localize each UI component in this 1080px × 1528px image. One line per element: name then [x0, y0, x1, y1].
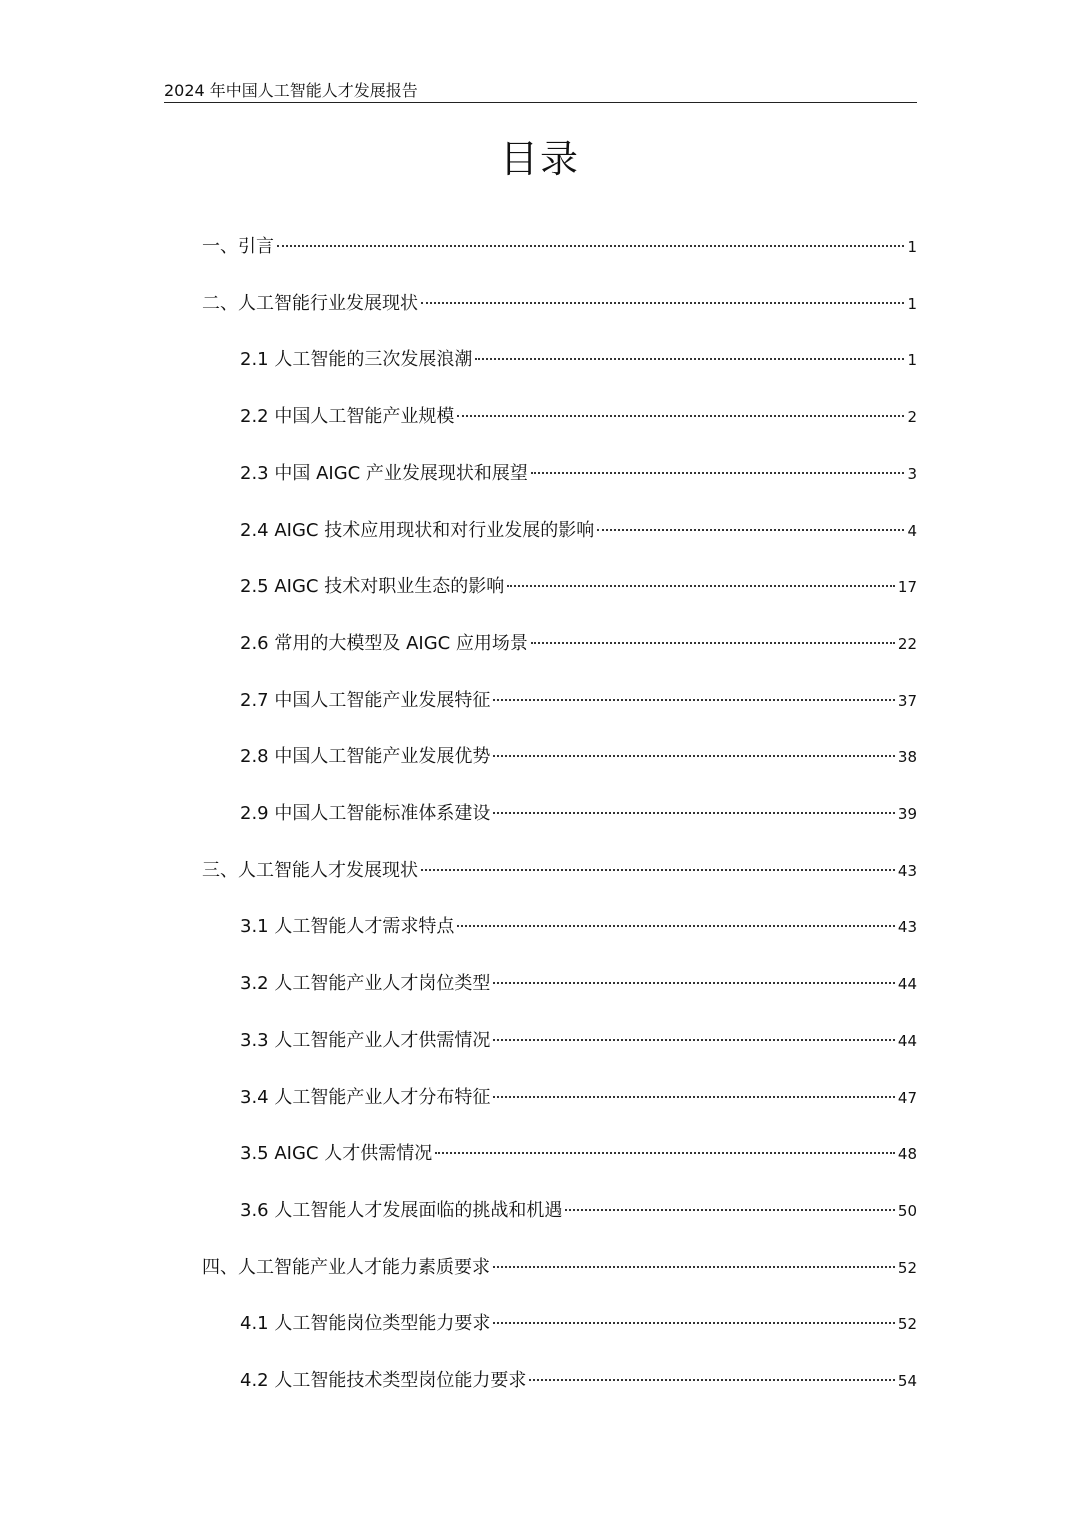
toc-entry[interactable]: [240, 573, 917, 601]
toc-entry[interactable]: [240, 800, 917, 828]
toc-entry-title: 2.8 中国人工智能产业发展优势: [240, 746, 491, 767]
toc-entry-page-number: 44: [897, 975, 917, 993]
toc-entry-page-number: 44: [897, 1032, 917, 1050]
toc-entry-title: 3.2 人工智能产业人才岗位类型: [240, 973, 491, 994]
toc-entry-title: 3.5 AIGC 人才供需情况: [240, 1143, 433, 1164]
toc-dot-leader: [493, 1096, 895, 1098]
toc-entry-title: 四、人工智能产业人才能力素质要求: [202, 1257, 490, 1278]
toc-dot-leader: [475, 358, 904, 360]
toc-entry-title: 2.5 AIGC 技术对职业生态的影响: [240, 576, 505, 597]
toc-entry[interactable]: [240, 913, 917, 941]
toc-entry-page-number: 3: [907, 465, 917, 483]
toc-entry-page-number: 47: [897, 1089, 917, 1107]
toc-entry-page-number: 1: [907, 351, 917, 369]
toc-entry-title: 2.4 AIGC 技术应用现状和对行业发展的影响: [240, 520, 595, 541]
toc-dot-leader: [493, 1266, 895, 1268]
toc-entry-title: 2.6 常用的大模型及 AIGC 应用场景: [240, 633, 528, 654]
toc-entry[interactable]: [240, 687, 917, 715]
toc-dot-leader: [565, 1209, 895, 1211]
toc-entry-title: 4.2 人工智能技术类型岗位能力要求: [240, 1370, 527, 1391]
toc-entry-page-number: 17: [897, 578, 917, 596]
toc-dot-leader: [421, 869, 895, 871]
toc-dot-leader: [493, 982, 895, 984]
toc-entry-page-number: 1: [907, 295, 917, 313]
toc-entry-title: 二、人工智能行业发展现状: [202, 293, 418, 314]
toc-entry[interactable]: [240, 1084, 917, 1112]
toc-entry[interactable]: [240, 1367, 917, 1395]
toc-entry-page-number: 52: [897, 1259, 917, 1277]
toc-entry-title: 4.1 人工智能岗位类型能力要求: [240, 1313, 491, 1334]
toc-entry-title: 2.2 中国人工智能产业规模: [240, 406, 455, 427]
toc-entry[interactable]: [240, 970, 917, 998]
toc-dot-leader: [435, 1152, 895, 1154]
toc-entry[interactable]: [240, 1140, 917, 1168]
toc-dot-leader: [531, 642, 895, 644]
toc-entry-title: 3.3 人工智能产业人才供需情况: [240, 1030, 491, 1051]
toc-entry[interactable]: [202, 1254, 917, 1282]
toc-entry-page-number: 48: [897, 1145, 917, 1163]
toc-dot-leader: [507, 585, 895, 587]
toc-entry[interactable]: [240, 1027, 917, 1055]
toc-entry-page-number: 38: [897, 748, 917, 766]
toc-dot-leader: [457, 415, 904, 417]
toc-entry[interactable]: [240, 403, 917, 431]
toc-dot-leader: [493, 1322, 895, 1324]
toc-dot-leader: [493, 812, 895, 814]
page-title: 目录: [499, 137, 580, 181]
toc-entry-page-number: 43: [897, 862, 917, 880]
toc-entry-page-number: 43: [897, 918, 917, 936]
toc-entry[interactable]: [240, 743, 917, 771]
toc-entry[interactable]: [240, 517, 917, 545]
toc-entry-title: 2.9 中国人工智能标准体系建设: [240, 803, 491, 824]
toc-entry[interactable]: [240, 1197, 917, 1225]
toc-dot-leader: [277, 245, 904, 247]
toc-dot-leader: [493, 699, 895, 701]
toc-entry-page-number: 2: [907, 408, 917, 426]
toc-entry-page-number: 37: [897, 692, 917, 710]
toc-entry-title: 2.3 中国 AIGC 产业发展现状和展望: [240, 463, 528, 484]
toc-entry[interactable]: [202, 290, 917, 318]
toc-dot-leader: [531, 472, 905, 474]
toc-entry-title: 2.7 中国人工智能产业发展特征: [240, 690, 491, 711]
toc-entry-page-number: 54: [897, 1372, 917, 1390]
toc-entry[interactable]: [202, 233, 917, 261]
header-title: 2024 年中国人工智能人才发展报告: [164, 81, 418, 100]
toc-entry-page-number: 52: [897, 1315, 917, 1333]
toc-entry-title: 2.1 人工智能的三次发展浪潮: [240, 349, 473, 370]
toc-entry[interactable]: [240, 346, 917, 374]
toc-entry[interactable]: [240, 630, 917, 658]
toc-entry[interactable]: [240, 460, 917, 488]
toc-entry-title: 3.1 人工智能人才需求特点: [240, 916, 455, 937]
toc-dot-leader: [457, 925, 895, 927]
toc-entry-page-number: 1: [907, 238, 917, 256]
toc-entry[interactable]: [240, 1310, 917, 1338]
toc-entry-page-number: 39: [897, 805, 917, 823]
toc-dot-leader: [597, 529, 904, 531]
toc-dot-leader: [493, 1039, 895, 1041]
toc-dot-leader: [529, 1379, 895, 1381]
toc-entry[interactable]: [202, 857, 917, 885]
toc-entry-title: 三、人工智能人才发展现状: [202, 860, 418, 881]
toc-entry-title: 一、引言: [202, 236, 274, 257]
toc-entry-page-number: 4: [907, 522, 917, 540]
toc-dot-leader: [493, 755, 895, 757]
toc-entry-title: 3.6 人工智能人才发展面临的挑战和机遇: [240, 1200, 563, 1221]
toc-entry-title: 3.4 人工智能产业人才分布特征: [240, 1087, 491, 1108]
toc-entry-page-number: 50: [897, 1202, 917, 1220]
toc-dot-leader: [421, 302, 904, 304]
toc-entry-page-number: 22: [897, 635, 917, 653]
